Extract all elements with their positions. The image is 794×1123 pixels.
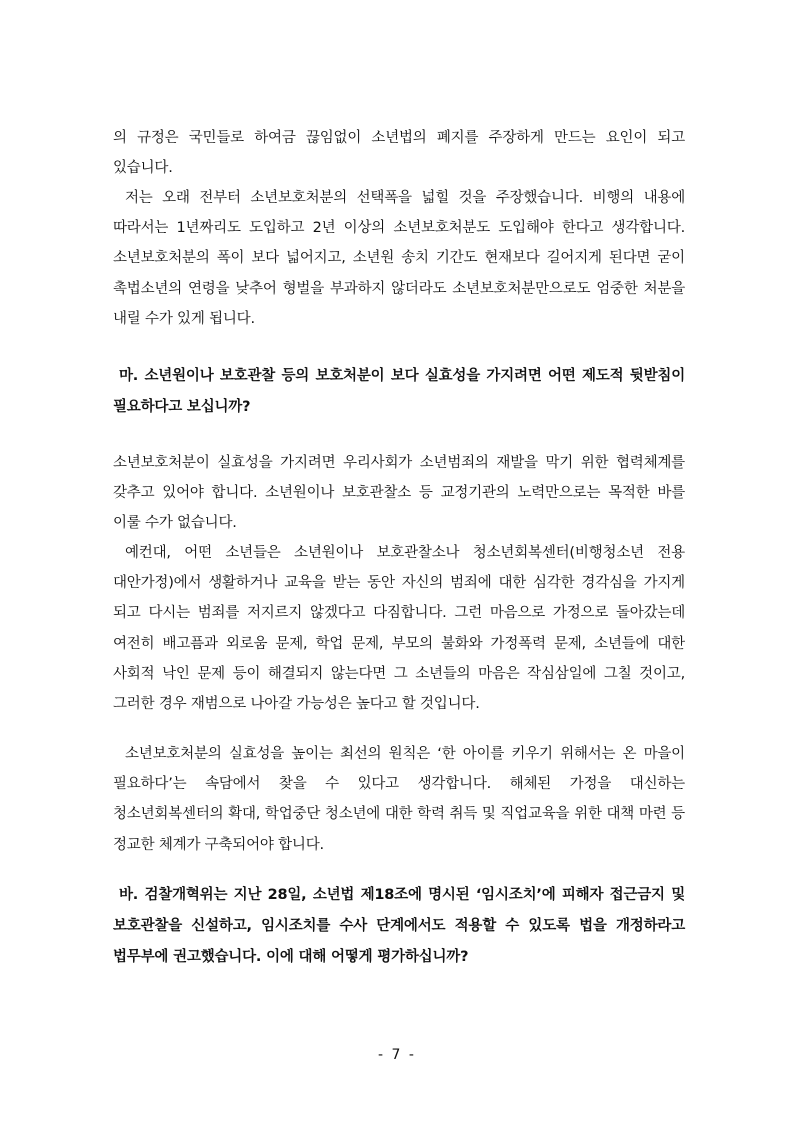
paragraph-1: 의 규정은 국민들로 하여금 끊임없이 소년법의 폐지를 주장하게 만드는 요인이 되고 있습니다. <box>113 130 685 177</box>
paragraph-5: 소년보호처분의 실효성을 높이는 최선의 원칙은 ‘한 아이를 키우기 위해서는 온 마을이 필요하다’는 속담에서 찾을 수 있다고 생각합니다. 해체된 가정을 대신하는 청소년회복센터의 확대, 학업중단 청소년에 대한 학력 취득 및 직업교육을 위한 대책 마련 등 정교한 체계가 구축되어야 합니다. <box>113 746 685 853</box>
page-number: - 7 - <box>378 1047 416 1063</box>
question-ma: 마. 소년원이나 보호관찰 등의 보호처분이 보다 실효성을 가지려면 어떤 제도적 뒷받침이 필요하다고 보십니까? <box>113 368 685 415</box>
paragraph-4: 예컨대, 어떤 소년들은 소년원이나 보호관찰소나 청소년회복센터(비행청소년 전용 대안가정)에서 생활하거나 교육을 받는 동안 자신의 범죄에 대한 심각한 경각심을 가지게 되고 다시는 범죄를 저지르지 않겠다고 다짐합니다. 그런 마음으로 가정으로 돌아갔는데 여전히 배고픔과 외로움 문제, 학업 문제, 부모의 불화와 가정폭력 문제, 소년들에 대한 사회적 낙인 문제 등이 해결되지 않는다면 그 소년들의 마음은 작심삼일에 그칠 것이고, 그러한 경우 재범으로 나아갈 가능성은 높다고 할 것입니다. <box>113 545 685 713</box>
paragraph-2: 저는 오래 전부터 소년보호처분의 선택폭을 넓힐 것을 주장했습니다. 비행의 내용에 따라서는 1년짜리도 도입하고 2년 이상의 소년보호처분도 도입해야 한다고 생각합니다. 소년보호처분의 폭이 보다 넓어지고, 소년원 송치 기간도 현재보다 길어지게 된다면 굳이 촉법소년의 연령을 낮추어 형벌을 부과하지 않더라도 소년보호처분만으로도 엄중한 처분을 내릴 수가 있게 됩니다. <box>113 190 685 327</box>
question-ba: 바. 검찰개혁위는 지난 28일, 소년법 제18조에 명시된 ‘임시조치’에 피해자 접근금지 및 보호관찰을 신설하고, 임시조치를 수사 단계에서도 적용할 수 있도록 법을 개정하라고 법무부에 권고했습니다. 이에 대해 어떻게 평가하십니까? <box>113 887 685 965</box>
paragraph-3: 소년보호처분이 실효성을 가지려면 우리사회가 소년범죄의 재발을 막기 위한 협력체계를 갖추고 있어야 합니다. 소년원이나 보호관찰소 등 교정기관의 노력만으로는 목적한 바를 이룰 수가 없습니다. <box>113 455 685 532</box>
